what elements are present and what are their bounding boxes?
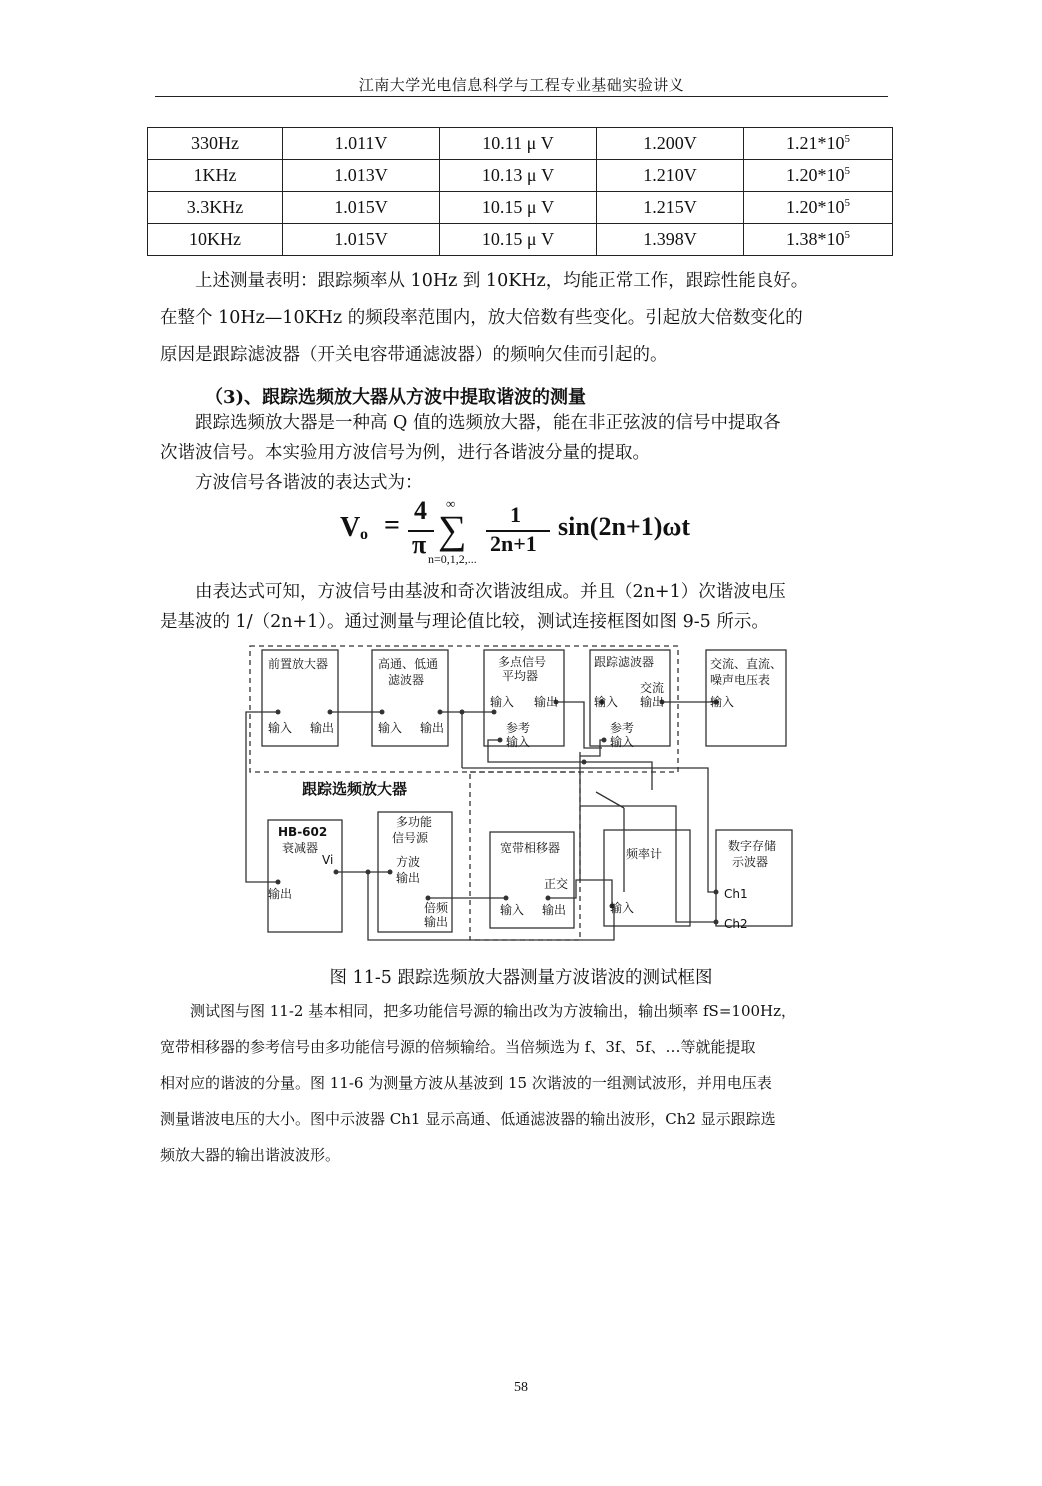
table-cell: $1.38*10^5$: [744, 224, 893, 256]
averager-ref-label-1: 参考: [506, 721, 531, 735]
text-line: 频放大器的输出谐波波形。: [160, 1146, 341, 1164]
text-line: 原因是跟踪滤波器（开关电容带通滤波器）的频响欠佳而引起的。: [160, 345, 668, 365]
text-line: 次谐波信号。本实验用方波信号为例，进行各谐波分量的提取。: [160, 443, 650, 463]
table-cell: 10.11 μ V: [440, 128, 597, 160]
siggen-title-2: 信号源: [392, 831, 429, 845]
voltmeter-title-1: 交流、直流、: [710, 657, 783, 671]
scope-ch1-label: Ch1: [724, 887, 748, 901]
group-label: 跟踪选频放大器: [302, 780, 408, 798]
filter-title-1: 高通、低通: [378, 657, 439, 671]
scope-ch2-label: Ch2: [724, 917, 748, 931]
measurement-table: [147, 127, 893, 256]
text-line: 相对应的谐波的分量。图 11-6 为测量方波从基波到 15 次谐波的一组测试波形，并用电压表: [160, 1074, 772, 1092]
text-line: 宽带相移器的参考信号由多功能信号源的倍频输给。当倍频选为 f、3f、5f、…等就能提取: [160, 1038, 756, 1056]
track-filter-ref-2: 输入: [610, 735, 635, 749]
text-line: 跟踪选频放大器是一种高 Q 值的选频放大器，能在非正弦波的信号中提取各: [195, 413, 781, 433]
text-line: 测量谐波电压的大小。图中示波器 Ch1 显示高通、低通滤波器的输出波形，Ch2 显示跟踪选: [160, 1110, 776, 1128]
siggen-mult-2: 输出: [424, 915, 449, 929]
table-cell: 330Hz: [148, 128, 283, 160]
table-cell: 1KHz: [148, 160, 283, 192]
formula-lhs: V: [340, 512, 361, 543]
track-filter-title: 跟踪滤波器: [594, 655, 655, 669]
siggen-title-1: 多功能: [396, 815, 433, 829]
header-rule: [155, 96, 888, 97]
formula-equals: =: [384, 510, 400, 541]
table-cell: $1.20*10^5$: [744, 160, 893, 192]
voltmeter-in-label: 输入: [710, 695, 735, 709]
running-header: 江南大学光电信息科学与工程专业基础实验讲义: [358, 76, 685, 94]
table-cell: $1.20*10^5$: [744, 192, 893, 224]
square-wave-formula: [340, 496, 720, 570]
table-cell: 1.398V: [597, 224, 744, 256]
voltmeter-title-2: 噪声电压表: [710, 673, 771, 687]
page-number: 58: [514, 1380, 528, 1395]
table-cell: 10.13 μ V: [440, 160, 597, 192]
siggen-square-2: 输出: [396, 871, 421, 885]
siggen-mult-1: 倍频: [424, 901, 449, 915]
text-line: 上述测量表明：跟踪频率从 10Hz 到 10KHz，均能正常工作，跟踪性能良好。: [195, 271, 809, 291]
table-row: [148, 192, 893, 224]
averager-ref-label-2: 输入: [506, 735, 531, 749]
filter-in-label: 输入: [378, 721, 403, 735]
averager-out-label: 输出: [534, 695, 559, 709]
formula-frac-den: 2n+1: [490, 531, 537, 556]
freq-counter-in-label: 输入: [610, 901, 635, 915]
text-line: 由表达式可知，方波信号由基波和奇次谐波组成。并且（2n+1）次谐波电压: [195, 582, 786, 602]
averager-title-2: 平均器: [502, 669, 539, 683]
text-line: 方波信号各谐波的表达式为：: [195, 473, 423, 493]
track-filter-in-label: 输入: [594, 695, 619, 709]
attenuator-title-2: 衰减器: [282, 841, 319, 855]
formula-sum-upper: ∞: [446, 496, 456, 511]
averager-title-1: 多点信号: [498, 655, 547, 669]
table-cell: 10KHz: [148, 224, 283, 256]
scope-title-1: 数字存储: [728, 839, 777, 853]
attenuator-vi-label: Vi: [322, 853, 334, 867]
formula-sum-symbol: ∑: [438, 507, 467, 552]
paragraph-results-cont: [160, 300, 890, 374]
preamp-out-label: 输出: [310, 721, 335, 735]
figure-caption: 图 11-5 跟踪选频放大器测量方波谐波的测试框图: [329, 968, 713, 988]
paragraph-description: [160, 993, 890, 1173]
table-row: [148, 160, 893, 192]
phase-shifter-quad: 正交: [544, 877, 569, 891]
phase-shifter-out-label: 输出: [542, 903, 567, 917]
siggen-square-1: 方波: [396, 855, 421, 869]
table-cell: 1.013V: [283, 160, 440, 192]
formula-sum-lower: n=0,1,2,...: [428, 552, 477, 566]
table-cell: 1.011V: [283, 128, 440, 160]
scope-title-2: 示波器: [732, 855, 769, 869]
test-block-diagram: [238, 640, 808, 955]
table-cell: 1.200V: [597, 128, 744, 160]
formula-coef-den: π: [412, 530, 427, 559]
phase-shifter-title: 宽带相移器: [500, 841, 561, 855]
paragraph-results: [160, 263, 890, 300]
section-heading: （3)、跟踪选频放大器从方波中提取谐波的测量: [205, 387, 587, 408]
table-cell: $1.21*10^5$: [744, 128, 893, 160]
table-cell: 1.215V: [597, 192, 744, 224]
text-line: 在整个 10Hz—10KHz 的频段率范围内，放大倍数有些变化。引起放大倍数变化的: [160, 308, 803, 328]
attenuator-out-label: 输出: [268, 887, 293, 901]
table-cell: 3.3KHz: [148, 192, 283, 224]
table-cell: 10.15 μ V: [440, 224, 597, 256]
filter-title-2: 滤波器: [388, 673, 425, 687]
filter-out-label: 输出: [420, 721, 445, 735]
averager-in-label: 输入: [490, 695, 515, 709]
freq-counter-title: 频率计: [626, 847, 663, 861]
paragraph-intro: [160, 408, 890, 498]
table-cell: 1.015V: [283, 192, 440, 224]
preamp-title: 前置放大器: [268, 657, 329, 671]
table-cell: 1.015V: [283, 224, 440, 256]
table-row: [148, 224, 893, 256]
track-filter-ac-2: 输出: [640, 695, 665, 709]
attenuator-title-1: HB-602: [278, 825, 328, 839]
formula-tail: sin(2n+1)ωt: [558, 512, 691, 541]
table-cell: 1.210V: [597, 160, 744, 192]
track-filter-ac-1: 交流: [640, 681, 665, 695]
text-line: 是基波的 1/（2n+1）。通过测量与理论值比较，测试连接框图如图 9-5 所示。: [160, 612, 769, 632]
track-filter-ref-1: 参考: [610, 721, 635, 735]
preamp-in-label: 输入: [268, 721, 293, 735]
table-cell: 10.15 μ V: [440, 192, 597, 224]
table-row: [148, 128, 893, 160]
formula-lhs-sub: o: [360, 526, 368, 543]
formula-frac-num: 1: [510, 502, 521, 527]
paragraph-expression: [160, 577, 890, 637]
formula-coef-num: 4: [414, 496, 427, 525]
phase-shifter-in-label: 输入: [500, 903, 525, 917]
text-line: 测试图与图 11-2 基本相同，把多功能信号源的输出改为方波输出，输出频率 fS=100Hz，: [190, 1002, 797, 1020]
